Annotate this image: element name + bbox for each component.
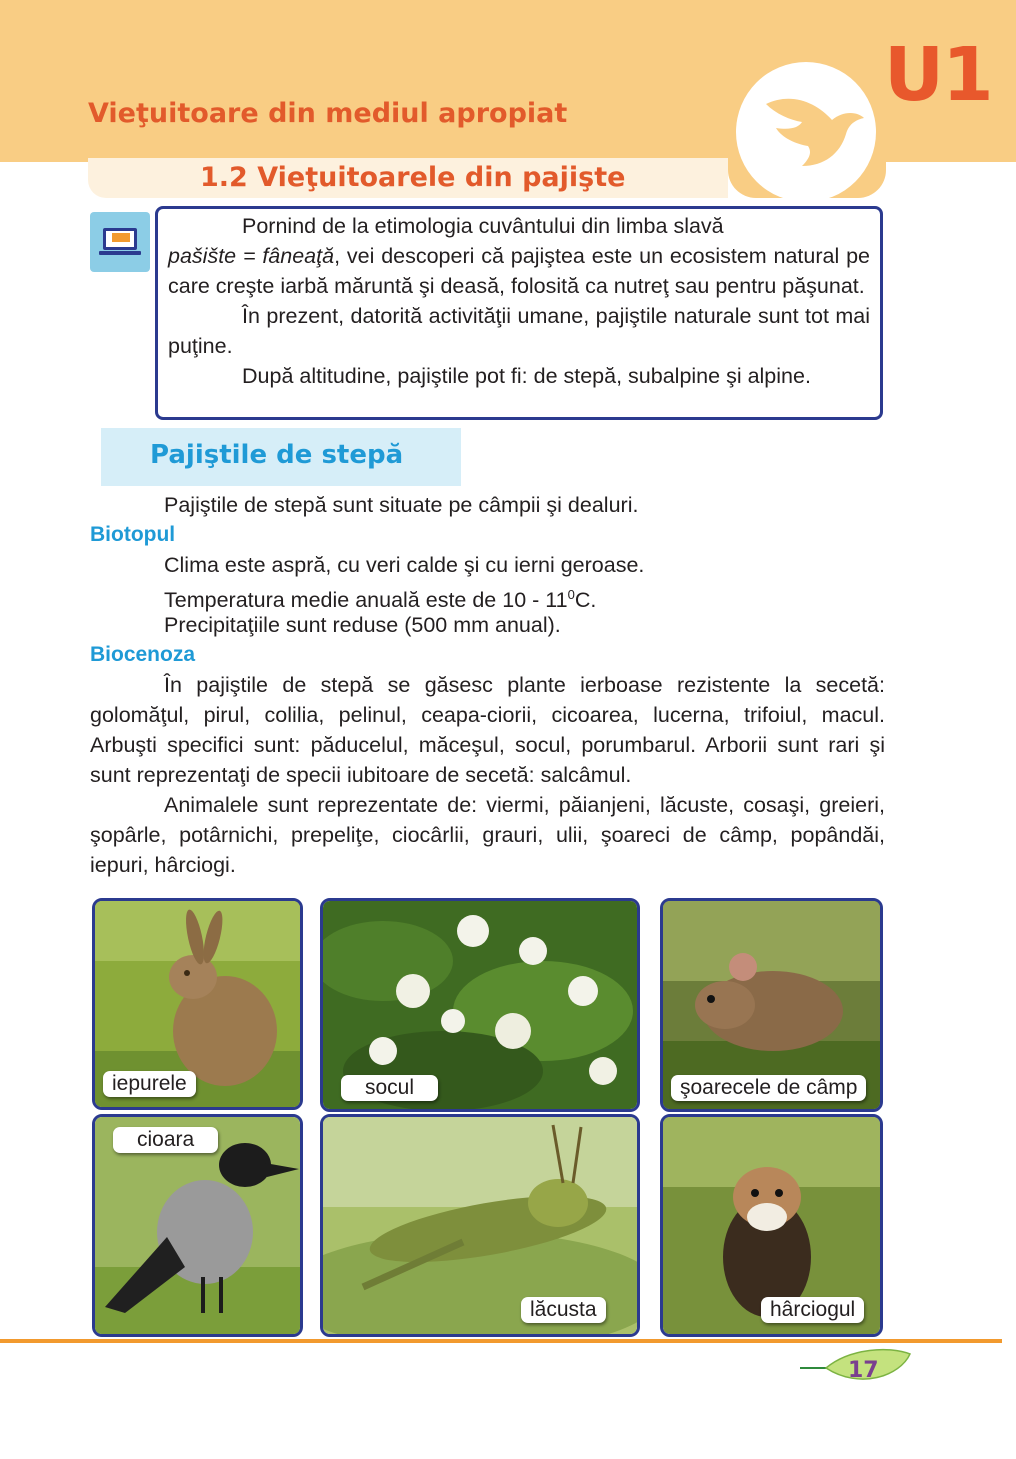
temperature-text: Temperatura medie anuală este de 10 - 11 [164, 588, 568, 613]
section-lead: Pajiştile de stepă sunt situate pe câmpii şi dealuri. [164, 493, 639, 517]
photo-hamster [660, 1114, 883, 1337]
etymology-term: pašište = fâneaţă [168, 244, 335, 268]
caption-elder: socul [341, 1075, 438, 1101]
intro-text [168, 211, 870, 391]
section-title: Pajiştile de stepă [150, 440, 404, 470]
temperature-unit: C. [574, 588, 597, 613]
laptop-icon [90, 212, 150, 272]
lesson-title: 1.2 Vieţuitoarele din pajişte [200, 162, 626, 193]
page-number: 17 [848, 1358, 879, 1383]
animals-paragraph: Animalele sunt reprezentate de: viermi, păianjeni, lăcuste, cosaşi, greieri, şopârle, potârnichi, prepeliţe, ciocârlii, grauri, ulii, şoareci de câmp, popândăi, iepuri, hârciogi. [90, 793, 885, 877]
intro-paragraph-2: În prezent, datorită activităţii umane, pajiştile naturale sunt tot mai puţine. [168, 304, 870, 358]
intro-paragraph-1: pašište = fâneaţă, vei descoperi că pajiştea este un ecosistem natural pe care creşte iarbă măruntă şi deasă, folosită ca nutreţ sau pentru păşunat. [168, 244, 871, 298]
intro-paragraph-3: După altitudine, pajiştile pot fi: de stepă, subalpine şi alpine. [242, 364, 811, 388]
temperature-degree: 0 [567, 587, 575, 602]
bird-icon [736, 62, 876, 202]
caption-mouse: şoarecele de câmp [671, 1075, 866, 1101]
caption-grasshopper: lăcusta [521, 1297, 606, 1323]
unit-emblem [736, 62, 876, 202]
photo-grasshopper [320, 1114, 640, 1337]
photo-crow [92, 1114, 303, 1337]
photo-mouse [660, 898, 883, 1112]
footer-rule [0, 1339, 1002, 1343]
intro-line-1: Pornind de la etimologia cuvântului din limba slavă [242, 214, 724, 238]
chapter-title: Vieţuitoare din mediul apropiat [88, 98, 568, 129]
unit-label: U1 [884, 32, 992, 118]
caption-hare: iepurele [103, 1071, 196, 1097]
photo-elder [320, 898, 640, 1112]
caption-crow: cioara [113, 1127, 218, 1153]
plants-paragraph: În pajiştile de stepă se găsesc plante ierboase rezistente la secetă: golomăţul, pirul, colilia, pelinul, ceapa-ciorii, cicoarea, lucerna, trifoiul, macul. Arbuşti specifici sunt: păducelul, măceşul, socul, porumbarul. Arborii sunt rari şi sunt reprezentaţi de specii iubitoare de secetă: salcâmul. [90, 673, 885, 787]
biotop-climate: Clima este aspră, cu veri calde şi cu ierni geroase. [164, 553, 645, 577]
caption-hamster: hârciogul [761, 1297, 864, 1323]
photo-hare [92, 898, 303, 1110]
biotop-precipitation: Precipitaţiile sunt reduse (500 mm anual). [164, 613, 561, 637]
biotop-heading: Biotopul [90, 523, 176, 546]
biocenoza-heading: Biocenoza [90, 643, 196, 666]
